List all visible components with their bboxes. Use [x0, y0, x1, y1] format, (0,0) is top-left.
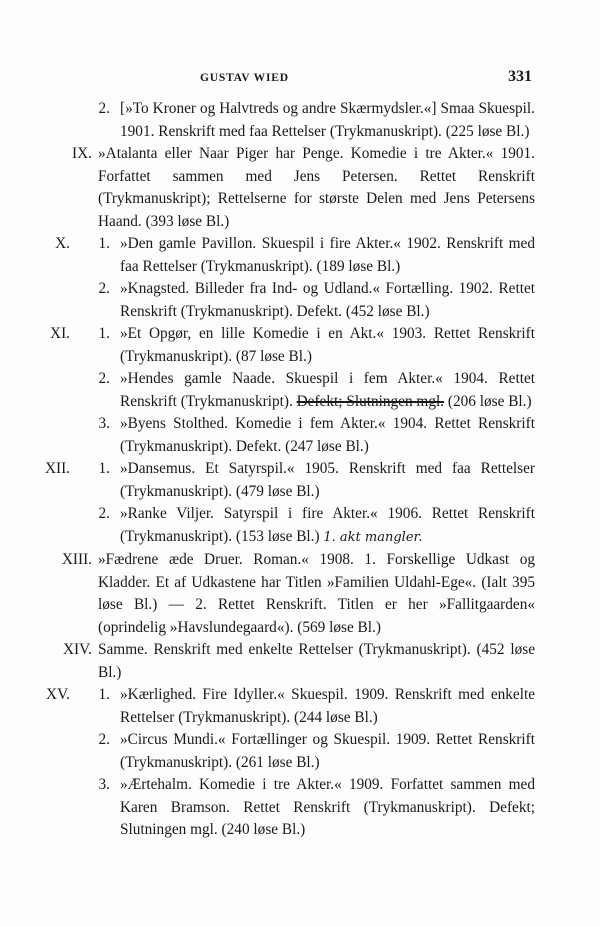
entry-roman-numeral: X.: [55, 235, 70, 252]
entry-ix: [0, 143, 600, 233]
handwritten-annotation: 1. akt mangler.: [323, 529, 423, 545]
entry-x-2: [0, 278, 600, 323]
entry-roman-numeral: XIV.: [62, 641, 92, 658]
entry-text: »Et Opgør, en lille Komedie i en Akt.« 1903. Rettet Renskrift (Trykmanuskript). (87 løse Bl.): [120, 325, 535, 365]
entry-number: 1.: [98, 325, 110, 342]
entry-text: [120, 503, 535, 549]
entry-text: »Kærlighed. Fire Idyller.« Skuespil. 1909. Renskrift med enkelte Rettelser (Trykmanuskript). (244 løse Bl.): [120, 686, 535, 726]
entry-text: [»To Kroner og Halvtreds og andre Skærmydsler.«] Smaa Skuespil. 1901. Renskrift med faa Rettelser (Trykmanuskript). (225 løse Bl.): [120, 100, 535, 140]
entry-number: 2.: [98, 100, 110, 117]
entry-xv-1: [0, 684, 600, 729]
entry-number: 2.: [98, 731, 110, 748]
entry-roman-numeral: XV.: [46, 686, 70, 703]
struck-out-text: Defekt; Slutningen mgl.: [296, 392, 445, 410]
entry-text: »Atalanta eller Naar Piger har Penge. Komedie i tre Akter.« 1901. Forfattet sammen med Jens Petersen. Rettet Renskrift (Trykmanuskript); Rettelserne for største Delen med Jens Petersens Haand. (393 løse Bl.): [98, 145, 535, 230]
entry-number: 3.: [98, 776, 110, 793]
entry-number: 2.: [98, 280, 110, 297]
entry-xiii: [0, 549, 600, 639]
page-number: 331: [508, 68, 532, 85]
entry-number: 2.: [98, 370, 110, 387]
entry-number: 3.: [98, 415, 110, 432]
entry-xv-3: [0, 774, 600, 842]
entry-roman-numeral: XI.: [50, 325, 70, 342]
entry-text: »Knagsted. Billeder fra Ind- og Udland.« Fortælling. 1902. Rettet Renskrift (Trykmanuskript). Defekt. (452 løse Bl.): [120, 280, 535, 320]
entry-text-main: »Hendes gamle Naade. Skuespil i fem Akter.« 1904. Rettet Renskrift (Trykmanuskript).: [120, 370, 535, 410]
entry-text: »Dansemus. Et Satyrspil.« 1905. Renskrift med faa Rettelser (Trykmanuskript). (479 løse Bl.): [120, 460, 535, 500]
entry-viii-2: [0, 98, 600, 143]
entry-number: 1.: [98, 686, 110, 703]
entry-text: [120, 368, 535, 413]
entry-number: 2.: [98, 505, 110, 522]
entry-roman-numeral: IX.: [72, 145, 92, 162]
entry-text: »Byens Stolthed. Komedie i fem Akter.« 1904. Rettet Renskrift (Trykmanuskript). Defekt. (247 løse Bl.): [120, 415, 535, 455]
entry-text: »Fædrene æde Druer. Roman.« 1908. 1. Forskellige Udkast og Kladder. Et af Udkastene har Titlen »Familien Uldahl-Ege«. (Ialt 395 løse Bl.) — 2. Rettet Renskrift. Titlen er her »Fallitgaarden« (oprindelig »Havslundegaard«). (569 løse Bl.): [98, 551, 535, 636]
entry-xi-3: [0, 413, 600, 458]
entry-text-end: (206 løse Bl.): [444, 392, 532, 410]
entry-roman-numeral: XIII.: [61, 551, 92, 568]
entry-text: »Circus Mundi.« Fortællinger og Skuespil. 1909. Rettet Renskrift (Trykmanuskript). (261 løse Bl.): [120, 731, 535, 771]
entry-xii-2: [0, 503, 600, 549]
entry-roman-numeral: XII.: [44, 460, 70, 477]
catalogue-entries: [0, 98, 600, 842]
entry-number: 1.: [98, 235, 110, 252]
entry-text: »Ærtehalm. Komedie i tre Akter.« 1909. Forfattet sammen med Karen Bramson. Rettet Renskrift (Trykmanuskript). Defekt; Slutningen mgl. (240 løse Bl.): [120, 776, 535, 838]
entry-number: 1.: [98, 460, 110, 477]
entry-xi-1: [0, 323, 600, 368]
entry-xiv: [0, 639, 600, 684]
entry-text-main: »Ranke Viljer. Satyrspil i fire Akter.« 1906. Rettet Renskrift (Trykmanuskript). (153 løse Bl.): [120, 505, 535, 545]
running-title: GUSTAV WIED: [200, 72, 289, 84]
entry-text: Samme. Renskrift med enkelte Rettelser (Trykmanuskript). (452 løse Bl.): [98, 641, 535, 681]
entry-xi-2: [0, 368, 600, 413]
entry-x-1: [0, 233, 600, 278]
entry-xii-1: [0, 458, 600, 503]
entry-text: »Den gamle Pavillon. Skuespil i fire Akter.« 1902. Renskrift med faa Rettelser (Trykmanuskript). (189 løse Bl.): [120, 235, 535, 275]
entry-xv-2: [0, 729, 600, 774]
